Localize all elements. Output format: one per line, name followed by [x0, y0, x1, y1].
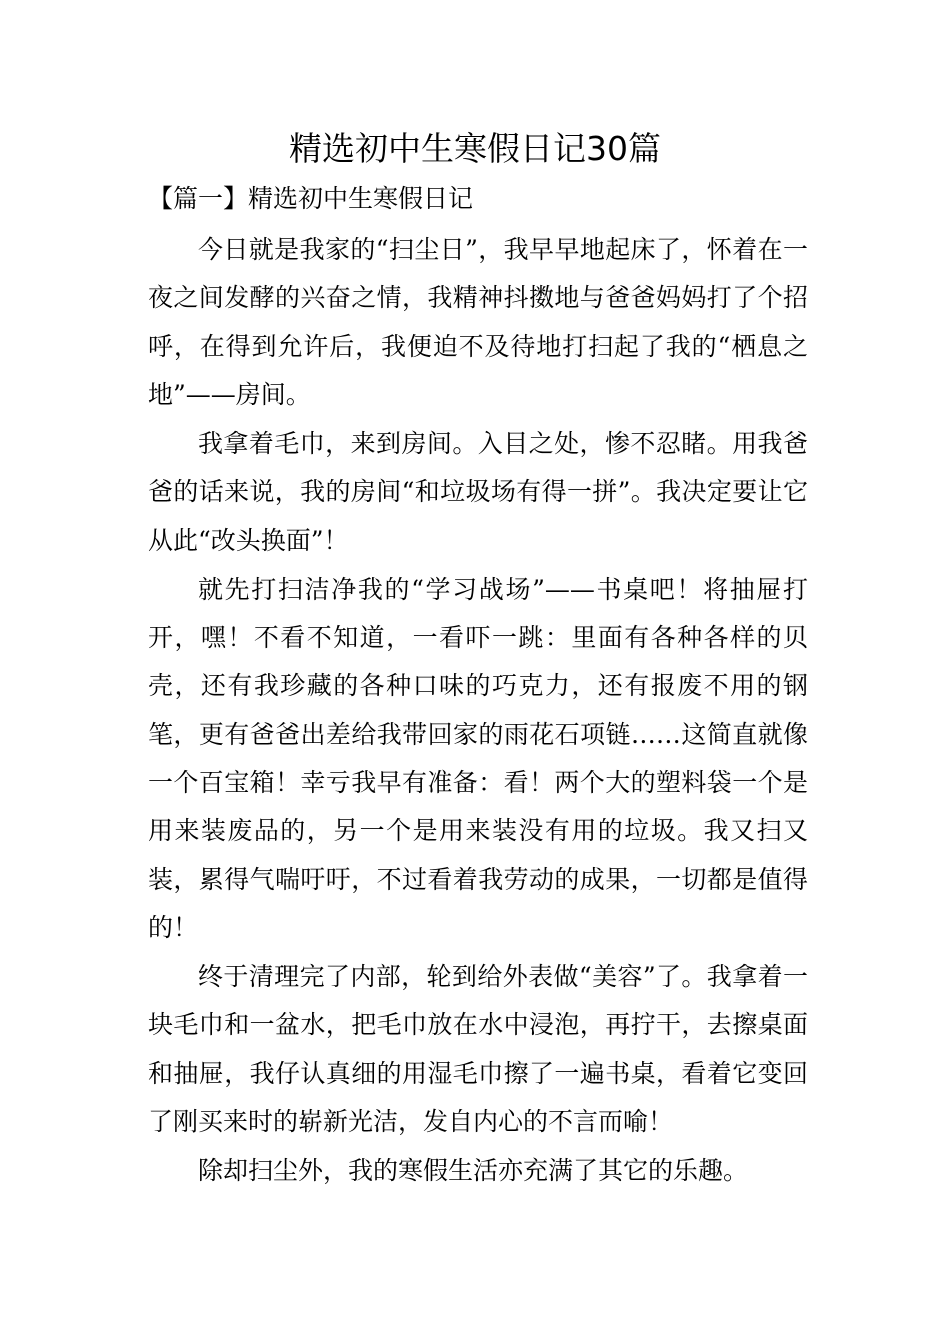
section-heading: 【篇一】精选初中生寒假日记 [148, 184, 474, 213]
paragraph: 我拿着毛巾，来到房间。入目之处，惨不忍睹。用我爸爸的话来说，我的房间“和垃圾场有得一拼”。我决定要让它从此“改头换面”！ [148, 429, 808, 555]
paragraph: 就先打扫洁净我的“学习战场”——书桌吧！将抽屉打开，嘿！不看不知道，一看吓一跳：里面有各种各样的贝壳，还有我珍藏的各种口味的巧克力，还有报废不用的钢笔，更有爸爸出差给我带回家的雨花石项链……这简直就像一个百宝箱！幸亏我早有准备：看！两个大的塑料袋一个是用来装废品的，另一个是用来装没有用的垃圾。我又扫又装，累得气喘吁吁，不过看着我劳动的成果，一切都是值得的！ [148, 574, 808, 942]
body-text [148, 226, 808, 1196]
paragraph: 除却扫尘外，我的寒假生活亦充满了其它的乐趣。 [198, 1156, 749, 1186]
paragraph: 今日就是我家的“扫尘日”，我早早地起床了，怀着在一夜之间发酵的兴奋之情，我精神抖擞地与爸爸妈妈打了个招呼，在得到允许后，我便迫不及待地打扫起了我的“栖息之地”——房间。 [148, 235, 808, 409]
document-title: 精选初中生寒假日记30篇 [289, 129, 661, 168]
paragraph: 终于清理完了内部，轮到给外表做“美容”了。我拿着一块毛巾和一盆水，把毛巾放在水中浸泡，再拧干，去擦桌面和抽屉，我仔认真细的用湿毛巾擦了一遍书桌，看着它变回了刚买来时的崭新光洁，发自内心的不言而喻！ [148, 962, 808, 1137]
